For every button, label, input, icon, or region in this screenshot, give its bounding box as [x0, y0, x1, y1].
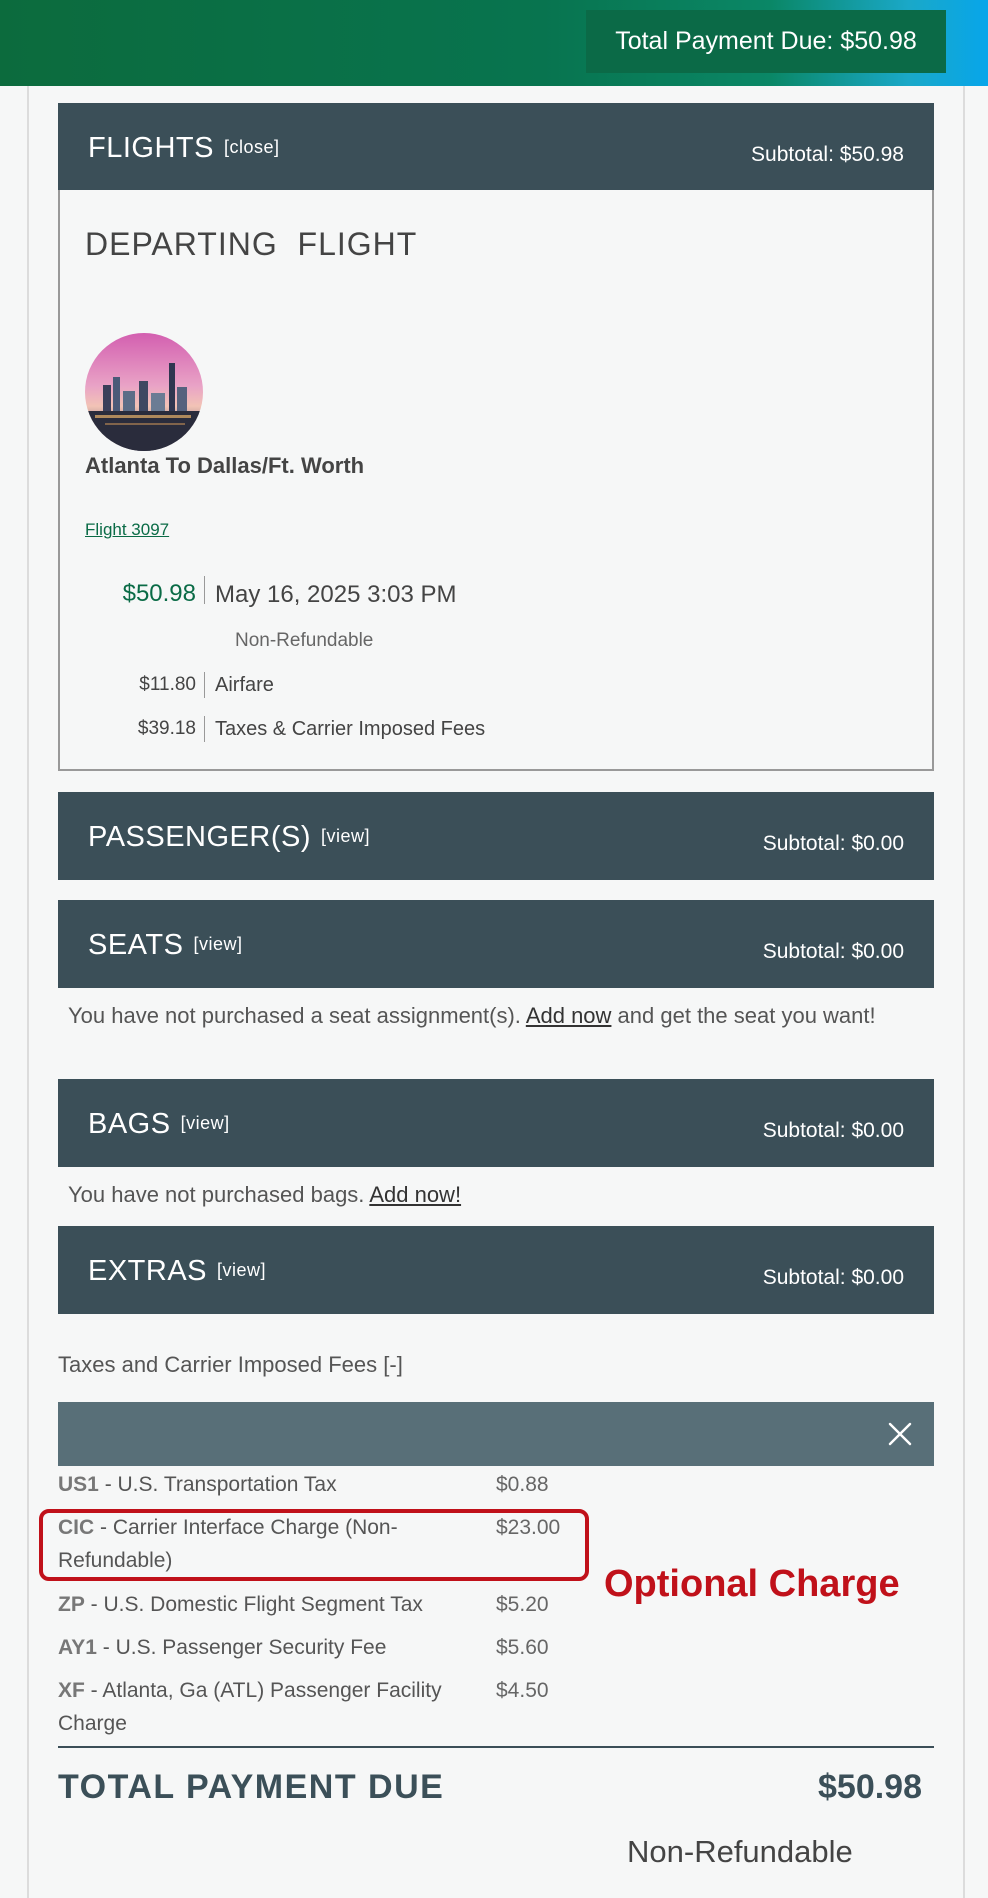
bags-view-toggle[interactable]: [view]	[180, 1113, 230, 1133]
airfare-separator	[204, 672, 205, 698]
taxes-detail-header	[58, 1402, 934, 1466]
airfare-amount: $11.80	[139, 674, 196, 695]
extras-title: EXTRAS [view]	[88, 1255, 267, 1287]
destination-city-image	[85, 333, 203, 451]
bags-message: You have not purchased bags. Add now!	[68, 1182, 462, 1207]
taxes-amount: $39.18	[137, 718, 196, 739]
extras-subtotal: Subtotal: $0.00	[762, 1266, 904, 1289]
extras-view-toggle[interactable]: [view]	[217, 1260, 267, 1280]
extras-section-header	[58, 1226, 934, 1314]
seats-title: SEATS [view]	[88, 929, 243, 961]
total-divider	[58, 1746, 934, 1748]
seats-section-header	[58, 900, 934, 988]
airfare-label: Airfare	[215, 674, 274, 696]
bags-title: BAGS [view]	[88, 1108, 230, 1140]
flights-close-toggle[interactable]: [close]	[223, 137, 280, 157]
optional-charge-annotation: Optional Charge	[604, 1563, 900, 1605]
tax-row: CIC - Carrier Interface Charge (Non-Refundable)	[58, 1516, 398, 1572]
top-bar	[0, 0, 988, 86]
flight-datetime: May 16, 2025 3:03 PM	[215, 581, 457, 608]
bags-section-header	[58, 1079, 934, 1167]
tax-row: US1 - U.S. Transportation Tax	[58, 1473, 337, 1496]
departing-flight-title: DEPARTING FLIGHT	[85, 226, 418, 262]
total-refund-status: Non-Refundable	[627, 1834, 853, 1869]
price-separator	[204, 576, 205, 604]
flights-title: FLIGHTS [close]	[88, 132, 280, 164]
tax-row: ZP - U.S. Domestic Flight Segment Tax	[58, 1593, 423, 1616]
tax-amount: $5.20	[496, 1593, 549, 1616]
close-icon[interactable]	[886, 1420, 914, 1448]
taxes-separator	[204, 716, 205, 742]
flights-subtotal: Subtotal: $50.98	[751, 143, 904, 166]
tax-row: AY1 - U.S. Passenger Security Fee	[58, 1636, 387, 1659]
taxes-label: Taxes & Carrier Imposed Fees	[215, 718, 486, 740]
tax-amount: $23.00	[496, 1516, 561, 1539]
passengers-title: PASSENGER(S) [view]	[88, 821, 371, 853]
departing-flight-card	[58, 190, 934, 771]
optional-charge-highlight	[39, 1509, 589, 1581]
bags-subtotal: Subtotal: $0.00	[762, 1119, 904, 1142]
passengers-subtotal: Subtotal: $0.00	[762, 832, 904, 855]
flight-price: $50.98	[122, 580, 196, 607]
total-payment-due-label: TOTAL PAYMENT DUE	[58, 1768, 445, 1806]
bags-add-now-link[interactable]: Add now!	[369, 1182, 462, 1207]
tax-row: XF - Atlanta, Ga (ATL) Passenger Facility Charge	[58, 1679, 442, 1735]
passengers-section-header	[58, 792, 934, 880]
passengers-view-toggle[interactable]: [view]	[321, 826, 371, 846]
tax-amount: $4.50	[496, 1679, 549, 1702]
flight-number-link[interactable]: Flight 3097	[85, 520, 170, 539]
flight-refund-status: Non-Refundable	[235, 630, 374, 651]
seats-subtotal: Subtotal: $0.00	[762, 940, 904, 963]
total-payment-due-amount: $50.98	[818, 1768, 922, 1806]
taxes-toggle-heading[interactable]: Taxes and Carrier Imposed Fees [-]	[58, 1352, 403, 1377]
tax-amount: $5.60	[496, 1636, 549, 1659]
route-title: Atlanta To Dallas/Ft. Worth	[85, 453, 365, 478]
seats-message: You have not purchased a seat assignment(s). Add now and get the seat you want!	[68, 1003, 876, 1028]
flights-section-header	[58, 103, 934, 191]
seats-view-toggle[interactable]: [view]	[193, 934, 243, 954]
seats-add-now-link[interactable]: Add now	[525, 1003, 612, 1028]
total-payment-badge[interactable]: Total Payment Due: $50.98	[586, 10, 946, 73]
tax-amount: $0.88	[496, 1473, 549, 1496]
